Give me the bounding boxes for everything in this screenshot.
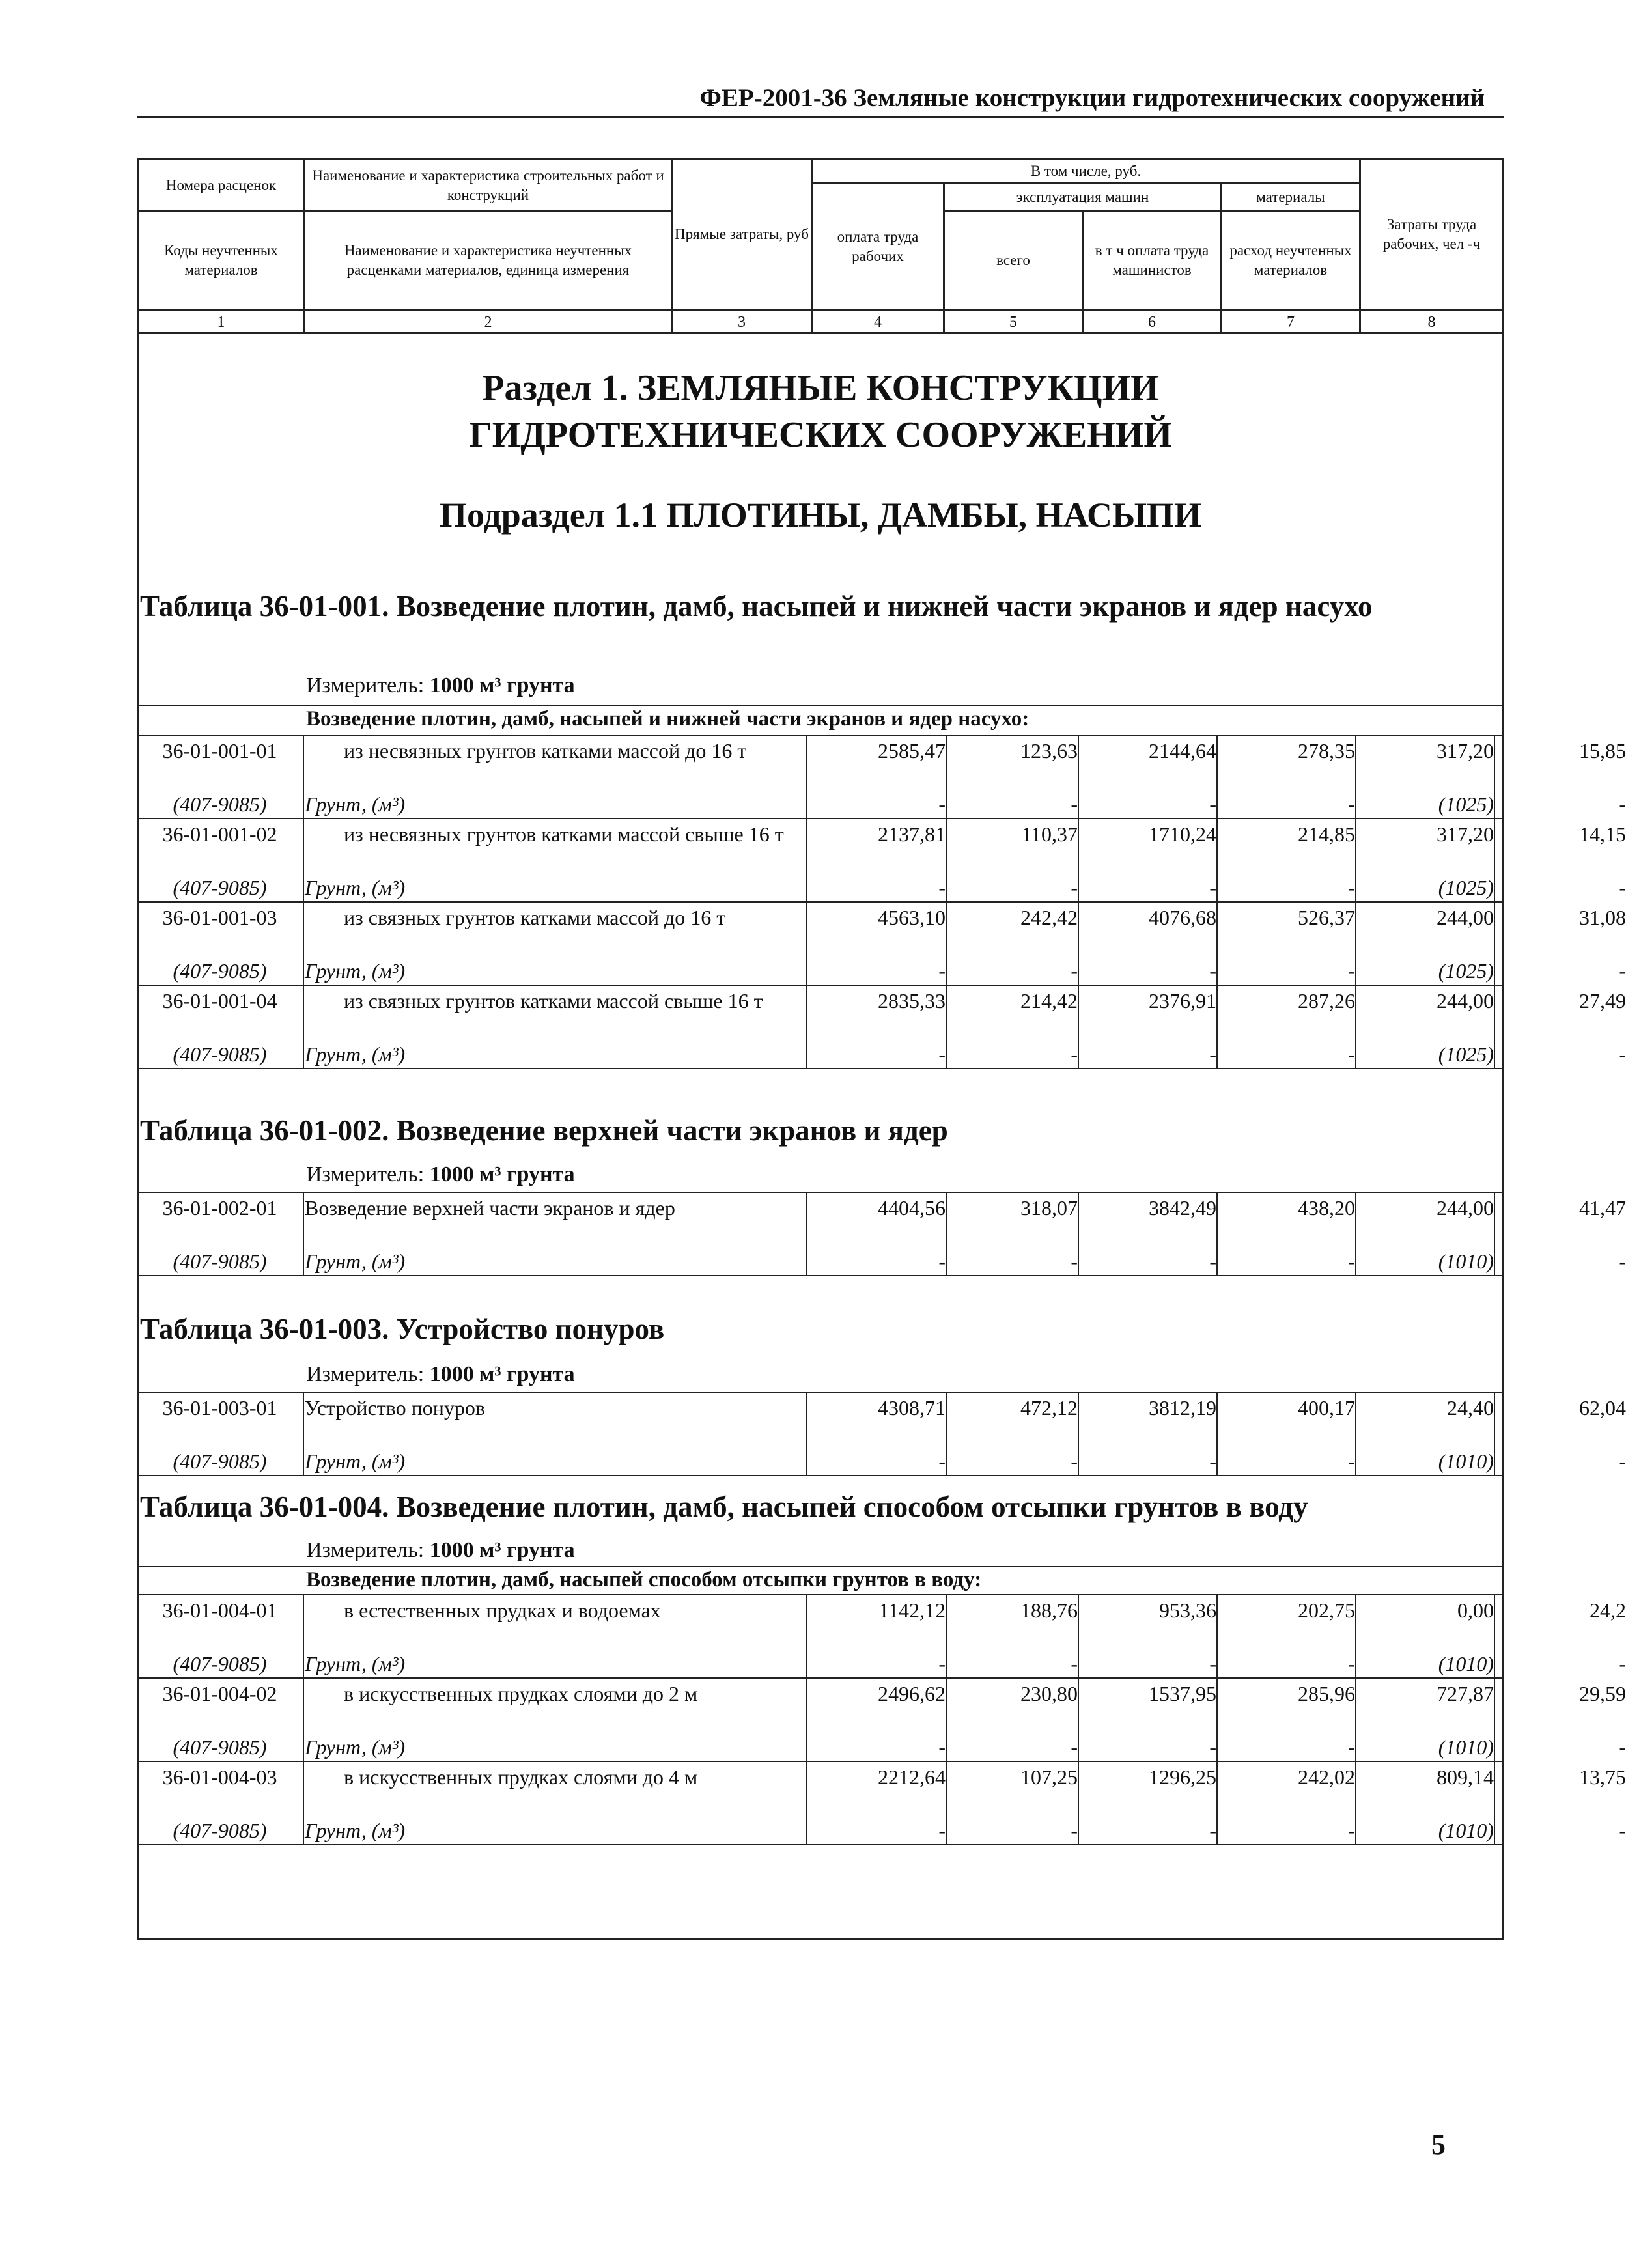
cell-divider (946, 1393, 947, 1475)
empty-value: - (1619, 1652, 1626, 1675)
cell-divider (806, 986, 807, 1068)
cost-c8: 62,04 (1579, 1396, 1626, 1420)
cell-divider (1216, 1679, 1218, 1761)
material-code: (407-9085) (173, 1250, 267, 1273)
cell-divider (1494, 1595, 1495, 1677)
cost-c6: 202,75 (1298, 1599, 1355, 1622)
empty-value: - (938, 876, 946, 899)
empty-value: - (1348, 959, 1355, 983)
empty-value: - (938, 1652, 946, 1675)
cost-c8: 31,08 (1579, 906, 1626, 929)
cost-c4: 123,63 (1020, 739, 1078, 763)
cell-divider (946, 903, 947, 985)
col2-header-bottom: Наименование и характеристика неучтенных расценками материалов, единица измерения (344, 242, 632, 278)
cost-c5: 2376,91 (1149, 989, 1216, 1013)
unit-line (306, 1538, 575, 1563)
rate-name-text: из связных грунтов катками массой до 16 т (344, 906, 726, 929)
cell-divider (946, 1595, 947, 1677)
material-code: (407-9085) (173, 792, 267, 816)
col1-header-top: Номера расценок (165, 176, 277, 193)
unit-value: 1000 м³ грунта (429, 1362, 575, 1386)
rate-name-text: из связных грунтов катками массой свыше 16 т (344, 989, 763, 1013)
cost-c7: 244,00 (1437, 1196, 1494, 1220)
cost-c4: 107,25 (1020, 1765, 1078, 1789)
table-row (137, 1594, 1626, 1677)
material-name: Грунт, (м³) (305, 876, 406, 899)
cell-divider (946, 1762, 947, 1844)
cell-divider (303, 986, 304, 1068)
cell-divider (946, 736, 947, 818)
material-name: Грунт, (м³) (305, 1735, 406, 1759)
empty-value: - (1619, 1449, 1626, 1473)
col-index: 1 (217, 314, 225, 331)
col-index: 3 (738, 314, 746, 331)
unit-line (306, 1362, 575, 1387)
cell-divider (1216, 819, 1218, 901)
cell-divider (1494, 1679, 1495, 1761)
cell-divider (1355, 1679, 1356, 1761)
cell-divider (806, 1679, 807, 1761)
material-code: (407-9085) (173, 1043, 267, 1066)
cost-c7: 24,40 (1447, 1396, 1494, 1420)
cost-c5: 1296,25 (1149, 1765, 1216, 1789)
cost-c8: 41,47 (1579, 1196, 1626, 1220)
cell-divider (1355, 1595, 1356, 1677)
cell-divider (806, 1393, 807, 1475)
cost-c3: 2585,47 (878, 739, 946, 763)
cell-divider (1216, 736, 1218, 818)
rates-table (137, 1192, 1626, 1276)
cell-divider (806, 736, 807, 818)
rate-code: 36-01-004-01 (162, 1599, 277, 1622)
rate-name-text: из несвязных грунтов катками массой до 16 т (344, 739, 747, 763)
cell-divider (1078, 1679, 1079, 1761)
cell-divider (1078, 819, 1079, 901)
empty-value: - (1071, 1449, 1078, 1473)
cost-c8: 27,49 (1579, 989, 1626, 1013)
material-name: Грунт, (м³) (305, 1652, 406, 1675)
cost-c3: 2835,33 (878, 989, 946, 1013)
running-title: ФЕР-2001-36 Земляные конструкции гидротехнических сооружений (699, 84, 1485, 112)
cell-divider (806, 1193, 807, 1275)
rates-table (137, 1594, 1626, 1845)
cost-c5: 3812,19 (1149, 1396, 1216, 1420)
empty-value: - (938, 792, 946, 816)
cost-c5: 953,36 (1159, 1599, 1216, 1622)
cost-c8: 14,15 (1579, 822, 1626, 846)
unit-label: Измеритель: (306, 1362, 425, 1386)
cell-divider (1355, 903, 1356, 985)
cost-c6: 400,17 (1298, 1396, 1355, 1420)
empty-value: - (1348, 1819, 1355, 1842)
cost-c5: 4076,68 (1149, 906, 1216, 929)
empty-value: - (1348, 792, 1355, 816)
col-index: 4 (874, 314, 882, 331)
cell-divider (1494, 903, 1495, 985)
empty-value: - (1619, 1819, 1626, 1842)
rate-code: 36-01-001-02 (162, 822, 277, 846)
material-consumption: (1010) (1438, 1250, 1494, 1273)
cell-divider (946, 986, 947, 1068)
cell-divider (303, 1679, 304, 1761)
empty-value: - (1619, 876, 1626, 899)
cost-c8: 24,2 (1590, 1599, 1626, 1622)
cell-divider (1355, 736, 1356, 818)
material-name: Грунт, (м³) (305, 1449, 406, 1473)
material-name: Грунт, (м³) (305, 1043, 406, 1066)
rate-name-text: в естественных прудках и водоемах (344, 1599, 661, 1622)
cost-c6: 526,37 (1298, 906, 1355, 929)
table-rule (137, 1566, 1504, 1567)
rate-name (305, 905, 806, 930)
rate-name (305, 738, 806, 763)
rate-code: 36-01-004-02 (162, 1682, 277, 1705)
empty-value: - (938, 1250, 946, 1273)
col-index: 8 (1427, 314, 1436, 331)
table-row (137, 735, 1626, 818)
empty-value: - (1209, 1449, 1216, 1473)
unit-value: 1000 м³ грунта (429, 1538, 575, 1562)
cell-divider (303, 903, 304, 985)
cell-divider (303, 1762, 304, 1844)
cell-divider (946, 1193, 947, 1275)
cost-c6: 438,20 (1298, 1196, 1355, 1220)
cost-c4: 188,76 (1020, 1599, 1078, 1622)
cost-c3: 2496,62 (878, 1682, 946, 1705)
cost-c3: 2212,64 (878, 1765, 946, 1789)
material-name: Грунт, (м³) (305, 792, 406, 816)
rate-name (305, 822, 806, 847)
empty-value: - (1348, 1652, 1355, 1675)
cell-divider (1494, 1393, 1495, 1475)
empty-value: - (1209, 1819, 1216, 1842)
table-rule (137, 705, 1504, 706)
cell-divider (1355, 1193, 1356, 1275)
cost-c3: 4308,71 (878, 1396, 946, 1420)
empty-value: - (1619, 1250, 1626, 1273)
empty-value: - (1071, 959, 1078, 983)
col4-header: оплата труда рабочих (837, 228, 919, 264)
cost-c7: 317,20 (1437, 739, 1494, 763)
header-divider (137, 332, 1504, 334)
cell-divider (1216, 1393, 1218, 1475)
empty-value: - (1071, 1652, 1078, 1675)
empty-value: - (1209, 959, 1216, 983)
empty-value: - (1071, 876, 1078, 899)
cost-c4: 230,80 (1020, 1682, 1078, 1705)
incl-header: В том числе, руб. (1030, 163, 1142, 179)
group-title: Возведение плотин, дамб, насыпей и нижней части экранов и ядер насухо: (306, 707, 1030, 731)
cell-divider (1494, 1193, 1495, 1275)
cost-c4: 318,07 (1020, 1196, 1078, 1220)
rate-name (305, 1196, 806, 1220)
cost-c5: 2144,64 (1149, 739, 1216, 763)
cost-c4: 214,42 (1020, 989, 1078, 1013)
empty-value: - (938, 1043, 946, 1066)
cell-divider (1494, 736, 1495, 818)
cost-c7: 809,14 (1437, 1765, 1494, 1789)
material-name: Грунт, (м³) (305, 1250, 406, 1273)
empty-value: - (938, 1819, 946, 1842)
unit-value: 1000 м³ грунта (429, 1162, 575, 1186)
col5-header: всего (996, 252, 1030, 268)
material-code: (407-9085) (173, 876, 267, 899)
cell-divider (1355, 819, 1356, 901)
material-consumption: (1010) (1438, 1819, 1494, 1842)
col6-header: в т ч оплата труда машинистов (1095, 242, 1209, 278)
cost-c7: 244,00 (1437, 989, 1494, 1013)
cell-divider (946, 819, 947, 901)
table-row (137, 1761, 1626, 1844)
material-consumption: (1025) (1438, 1043, 1494, 1066)
rate-name (305, 988, 806, 1013)
cell-divider (1355, 1762, 1356, 1844)
cell-divider (303, 819, 304, 901)
table-end-rule (137, 1275, 1504, 1276)
material-name: Грунт, (м³) (305, 959, 406, 983)
col-index: 6 (1148, 314, 1156, 331)
col-index: 5 (1009, 314, 1017, 331)
cost-c3: 4404,56 (878, 1196, 946, 1220)
material-consumption: (1025) (1438, 959, 1494, 983)
machines-header: эксплуатация машин (1016, 189, 1149, 205)
table-end-rule (137, 1475, 1504, 1476)
cost-c7: 0,00 (1457, 1599, 1494, 1622)
cost-c8: 15,85 (1579, 739, 1626, 763)
table-title: Таблица 36-01-002. Возведение верхней части экранов и ядер (140, 1114, 948, 1147)
subsection-title: Подраздел 1.1 ПЛОТИНЫ, ДАМБЫ, НАСЫПИ (439, 496, 1202, 535)
cost-c4: 472,12 (1020, 1396, 1078, 1420)
material-code: (407-9085) (173, 1449, 267, 1473)
rate-code: 36-01-004-03 (162, 1765, 277, 1789)
cell-divider (1216, 903, 1218, 985)
unit-label: Измеритель: (306, 1162, 425, 1186)
cost-c6: 287,26 (1298, 989, 1355, 1013)
cell-divider (1494, 819, 1495, 901)
cost-c4: 110,37 (1021, 822, 1078, 846)
col3-header: Прямые затраты, руб (675, 226, 809, 242)
cost-c6: 278,35 (1298, 739, 1355, 763)
table-row (137, 1392, 1626, 1475)
cell-divider (1216, 1193, 1218, 1275)
rate-name-text: в искусственных прудках слоями до 4 м (344, 1765, 698, 1789)
materials-header: материалы (1256, 189, 1325, 205)
empty-value: - (1071, 792, 1078, 816)
cost-c6: 214,85 (1298, 822, 1355, 846)
empty-value: - (1348, 876, 1355, 899)
empty-value: - (1619, 1735, 1626, 1759)
unit-line (306, 673, 575, 698)
rate-name (305, 1681, 806, 1706)
cell-divider (303, 1193, 304, 1275)
cost-c7: 727,87 (1437, 1682, 1494, 1705)
empty-value: - (1619, 1043, 1626, 1066)
cell-divider (1078, 1393, 1079, 1475)
rate-code: 36-01-002-01 (162, 1196, 277, 1220)
cell-divider (806, 1762, 807, 1844)
page-number: 5 (1431, 2129, 1446, 2161)
material-consumption: (1025) (1438, 792, 1494, 816)
section-title: Раздел 1. ЗЕМЛЯНЫЕ КОНСТРУКЦИИ ГИДРОТЕХНИЧЕСКИХ СООРУЖЕНИЙ (469, 368, 1172, 455)
table-row (137, 818, 1626, 901)
rate-name (305, 1765, 806, 1789)
empty-value: - (1071, 1819, 1078, 1842)
rate-name (305, 1598, 806, 1623)
cell-divider (1355, 986, 1356, 1068)
cost-c8: 29,59 (1579, 1682, 1626, 1705)
empty-value: - (1619, 959, 1626, 983)
col-index: 2 (484, 314, 492, 331)
cell-divider (806, 903, 807, 985)
table-row (137, 1677, 1626, 1761)
rate-name-text: из несвязных грунтов катками массой свыше 16 т (344, 822, 784, 846)
empty-value: - (1071, 1043, 1078, 1066)
cell-divider (1216, 986, 1218, 1068)
cost-c5: 1710,24 (1149, 822, 1216, 846)
cell-divider (946, 1679, 947, 1761)
table-end-rule (137, 1844, 1504, 1845)
rate-name (305, 1395, 806, 1420)
empty-value: - (1348, 1449, 1355, 1473)
unit-label: Измеритель: (306, 1538, 425, 1562)
table-title: Таблица 36-01-004. Возведение плотин, дамб, насыпей способом отсыпки грунтов в воду (140, 1491, 1308, 1523)
empty-value: - (1209, 1735, 1216, 1759)
material-consumption: (1010) (1438, 1735, 1494, 1759)
col8-header: Затраты труда рабочих, чел -ч (1382, 216, 1481, 252)
rate-name-text: Устройство понуров (305, 1396, 485, 1420)
cell-divider (1078, 1193, 1079, 1275)
cost-c5: 3842,49 (1149, 1196, 1216, 1220)
rates-table (137, 735, 1626, 1069)
material-consumption: (1010) (1438, 1652, 1494, 1675)
unit-label: Измеритель: (306, 673, 425, 697)
table-title: Таблица 36-01-003. Устройство понуров (140, 1313, 665, 1345)
cell-divider (1216, 1595, 1218, 1677)
col7-header: расход неучтенных материалов (1229, 242, 1352, 278)
empty-value: - (1348, 1250, 1355, 1273)
cell-divider (1355, 1393, 1356, 1475)
header-divider (137, 309, 1504, 311)
empty-value: - (1209, 792, 1216, 816)
cost-c4: 242,42 (1020, 906, 1078, 929)
cell-divider (303, 1595, 304, 1677)
empty-value: - (1209, 1043, 1216, 1066)
cell-divider (806, 1595, 807, 1677)
cell-divider (303, 736, 304, 818)
col1-header-bottom: Коды неучтенных материалов (164, 242, 278, 278)
cost-c8: 13,75 (1579, 1765, 1626, 1789)
rate-code: 36-01-001-01 (162, 739, 277, 763)
rate-name-text: в искусственных прудках слоями до 2 м (344, 1682, 698, 1705)
empty-value: - (1071, 1735, 1078, 1759)
cost-c3: 1142,12 (878, 1599, 946, 1622)
empty-value: - (1209, 876, 1216, 899)
material-code: (407-9085) (173, 1652, 267, 1675)
rate-code: 36-01-003-01 (162, 1396, 277, 1420)
rate-code: 36-01-001-03 (162, 906, 277, 929)
cell-divider (1494, 1762, 1495, 1844)
table-row (137, 901, 1626, 985)
cost-c3: 2137,81 (878, 822, 946, 846)
cost-c6: 242,02 (1298, 1765, 1355, 1789)
empty-value: - (1209, 1250, 1216, 1273)
cell-divider (1078, 986, 1079, 1068)
col-index: 7 (1287, 314, 1295, 331)
empty-value: - (1071, 1250, 1078, 1273)
table-end-rule (137, 1068, 1504, 1069)
material-code: (407-9085) (173, 959, 267, 983)
empty-value: - (1348, 1735, 1355, 1759)
table-row (137, 1192, 1626, 1275)
group-title: Возведение плотин, дамб, насыпей способом отсыпки грунтов в воду: (306, 1568, 982, 1591)
unit-line (306, 1162, 575, 1187)
empty-value: - (1619, 792, 1626, 816)
empty-value: - (1209, 1652, 1216, 1675)
table-title: Таблица 36-01-001. Возведение плотин, дамб, насыпей и нижней части экранов и ядер насухо (140, 590, 1373, 623)
material-code: (407-9085) (173, 1735, 267, 1759)
cell-divider (1494, 986, 1495, 1068)
cell-divider (1078, 903, 1079, 985)
material-name: Грунт, (м³) (305, 1819, 406, 1842)
empty-value: - (938, 1449, 946, 1473)
material-consumption: (1025) (1438, 876, 1494, 899)
header-rule (137, 116, 1504, 118)
cell-divider (1078, 1595, 1079, 1677)
cell-divider (806, 819, 807, 901)
cost-c7: 244,00 (1437, 906, 1494, 929)
cost-c7: 317,20 (1437, 822, 1494, 846)
material-consumption: (1010) (1438, 1449, 1494, 1473)
rate-name-text: Возведение верхней части экранов и ядер (305, 1196, 675, 1220)
cost-c5: 1537,95 (1149, 1682, 1216, 1705)
col2-header-top: Наименование и характеристика строительных работ и конструкций (312, 167, 664, 203)
cell-divider (303, 1393, 304, 1475)
unit-value: 1000 м³ грунта (429, 673, 575, 697)
cell-divider (1078, 1762, 1079, 1844)
cell-divider (1078, 736, 1079, 818)
rate-code: 36-01-001-04 (162, 989, 277, 1013)
rates-table (137, 1392, 1626, 1476)
empty-value: - (938, 1735, 946, 1759)
empty-value: - (1348, 1043, 1355, 1066)
cost-c3: 4563,10 (878, 906, 946, 929)
material-code: (407-9085) (173, 1819, 267, 1842)
cost-c6: 285,96 (1298, 1682, 1355, 1705)
empty-value: - (938, 959, 946, 983)
table-row (137, 985, 1626, 1068)
cell-divider (1216, 1762, 1218, 1844)
